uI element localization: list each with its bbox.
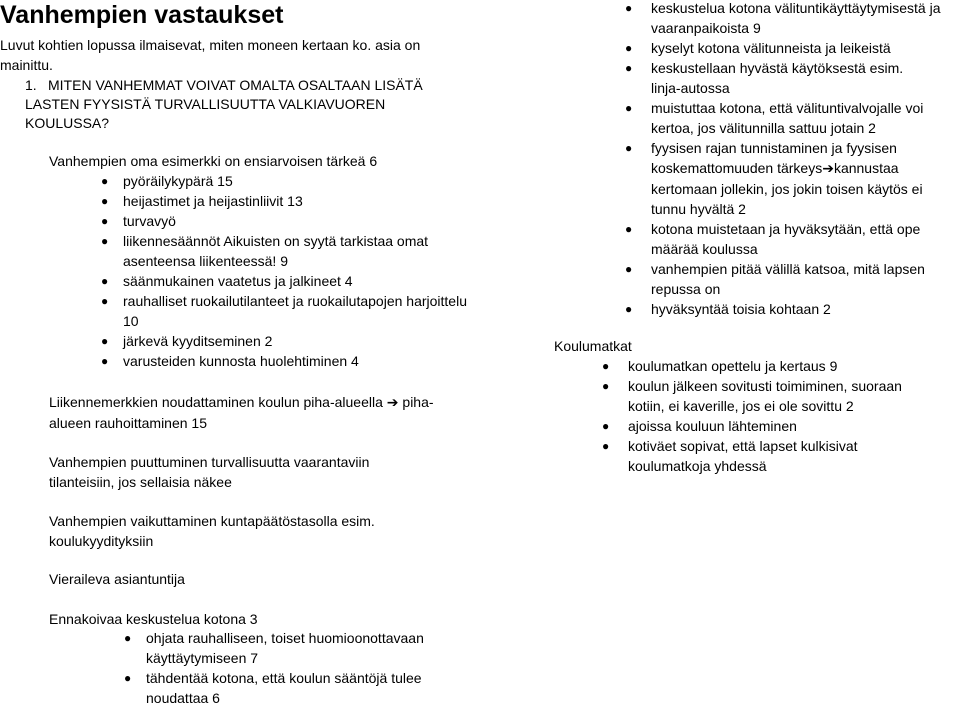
question-heading [25, 76, 425, 133]
arrow-right-icon: ➔ [822, 161, 834, 177]
section2-text: Liikennemerkkien noudattaminen koulun piha-alueella ➔ piha-alueen rauhoittaminen 15 [49, 394, 434, 431]
list-item: ● keskustellaan hyvästä käytöksestä esim. linja-autossa [625, 60, 904, 96]
bullet-icon: ● [101, 354, 109, 368]
section1-heading: Vanhempien oma esimerkki on ensiarvoisen tärkeä 6 [49, 153, 378, 169]
bullet-icon: ● [101, 234, 109, 248]
list-item: ● fyysisen rajan tunnistaminen ja fyysisen koskemattomuuden tärkeys➔kannustaa kertomaan jollekin, jos jokin toisen käytös ei tunnu hyvältä 2 [625, 140, 923, 217]
bullet-icon: ● [602, 439, 610, 453]
section5-text: Vieraileva asiantuntija [49, 571, 185, 587]
list-item: ● vanhempien pitää välillä katsoa, mitä lapsen repussa on [625, 261, 925, 297]
list-item: ● järkevä kyyditseminen 2 [101, 333, 273, 349]
koulumatkat-heading: Koulumatkat [554, 338, 632, 354]
list-item: ● tähdentää kotona, että koulun sääntöjä tulee noudattaa 6 [124, 670, 422, 706]
list-item: ● liikennesäännöt Aikuisten on syytä tarkistaa omat asenteensa liikenteessä! 9 [101, 233, 429, 269]
list-item: ● pyöräilykypärä 15 [101, 173, 233, 189]
bullet-icon: ● [602, 379, 610, 393]
bullet-icon: ● [625, 302, 633, 316]
page-title: Vanhempien vastaukset [0, 1, 284, 29]
bullet-icon: ● [101, 214, 109, 228]
bullet-icon: ● [625, 61, 633, 75]
list-item: ● keskustelua kotona välituntikäyttäytymisestä ja vaaranpaikoista 9 [625, 0, 941, 36]
section6-heading: Ennakoivaa keskustelua kotona 3 [49, 611, 258, 627]
list-item: ● kyselyt kotona välitunneista ja leikeistä [625, 40, 891, 56]
intro-text: Luvut kohtien lopussa ilmaisevat, miten moneen kertaan ko. asia on mainittu. [0, 37, 421, 73]
bullet-icon: ● [602, 419, 610, 433]
list-item: ● kotona muistetaan ja hyväksytään, että ope määrää koulussa [625, 221, 921, 257]
bullet-icon: ● [625, 41, 633, 55]
list-item: ● hyväksyntää toisia kohtaan 2 [625, 301, 831, 317]
bullet-icon: ● [625, 262, 633, 276]
bullet-icon: ● [124, 631, 132, 645]
bullet-icon: ● [625, 1, 633, 15]
bullet-icon: ● [101, 194, 109, 208]
list-item: ● koulun jälkeen sovitusti toimiminen, suoraan kotiin, ei kaverille, jos ei ole sovittu 2 [602, 378, 902, 414]
list-item: ● turvavyö [101, 213, 176, 229]
section4-text: Vanhempien vaikuttaminen kuntapäätöstasolla esim. koulukyydityksiin [49, 513, 375, 549]
list-item: ● koulumatkan opettelu ja kertaus 9 [602, 358, 838, 374]
list-item: ● kotiväet sopivat, että lapset kulkisivat koulumatkoja yhdessä [602, 438, 858, 474]
koulumatkat-list [602, 356, 928, 476]
bullet-icon: ● [101, 274, 109, 288]
question-text: MITEN VANHEMMAT VOIVAT OMALTA OSALTAAN LISÄTÄ LASTEN FYYSISTÄ TURVALLISUUTTA VALKIAVUOREN KOULUSSA? [25, 77, 423, 131]
bullet-icon: ● [124, 671, 132, 685]
section3-text: Vanhempien puuttuminen turvallisuutta vaarantaviin tilanteisiin, jos sellaisia näkee [49, 454, 370, 490]
right-list [625, 0, 956, 319]
list-item: ● heijastimet ja heijastinliivit 13 [101, 193, 303, 209]
list-item: ● ohjata rauhalliseen, toiset huomioonottavaan käyttäytymiseen 7 [124, 630, 424, 666]
list-item: ● muistuttaa kotona, että välituntivalvojalle voi kertoa, jos välitunnilla sattuu jotain 2 [625, 100, 924, 136]
bullet-icon: ● [625, 222, 633, 236]
list-item: ● ajoissa kouluun lähteminen [602, 418, 797, 434]
list-item: ● varusteiden kunnosta huolehtiminen 4 [101, 353, 359, 369]
bullet-icon: ● [602, 359, 610, 373]
bullet-icon: ● [101, 174, 109, 188]
question-number: 1. [25, 77, 37, 93]
list-item: ● säänmukainen vaatetus ja jalkineet 4 [101, 273, 353, 289]
bullet-icon: ● [625, 141, 633, 155]
bullet-icon: ● [101, 334, 109, 348]
section6-list [124, 628, 466, 708]
section1-list [101, 171, 468, 371]
bullet-icon: ● [101, 294, 109, 308]
arrow-right-icon: ➔ [386, 395, 399, 411]
bullet-icon: ● [625, 101, 633, 115]
list-item: ● rauhalliset ruokailutilanteet ja ruokailutapojen harjoittelu 10 [101, 293, 467, 329]
